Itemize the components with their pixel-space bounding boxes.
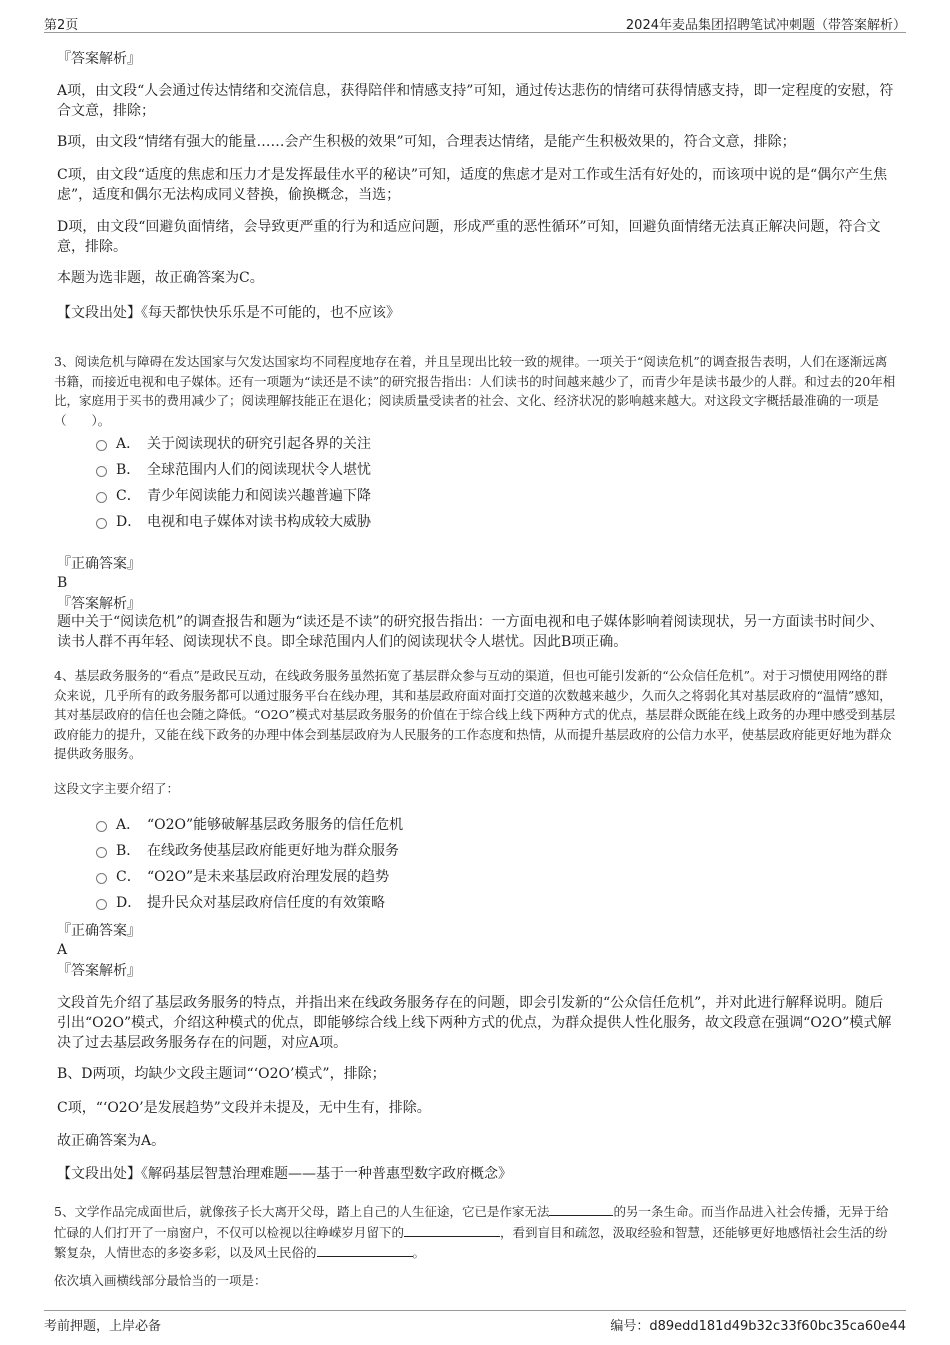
- option-key: B．: [116, 843, 141, 859]
- blank-2[interactable]: [404, 1222, 500, 1237]
- option-text: 青少年阅读能力和阅读兴趣普遍下降: [147, 488, 371, 504]
- option-text: 全球范围内人们的阅读现状令人堪忧: [147, 462, 371, 478]
- q4-analysis-bd: B、D两项，均缺少文段主题词“‘O2O’模式”，排除；: [57, 1066, 386, 1082]
- q4-option-a[interactable]: [96, 815, 403, 835]
- radio-icon[interactable]: [96, 466, 107, 477]
- option-key: D．: [116, 514, 142, 530]
- q4-analysis: 文段首先介绍了基层政务服务的特点，并指出来在线政务服务存在的问题，即会引发新的“公众信任危机”，并对此进行解释说明。随后引出“O2O”模式，介绍这种模式的优点，即能够综合线上线下两种方式的优点，为群众提供人性化服务，故文段意在强调“O2O”模式解决了过去基层政务服务存在的问题，对应A项。: [57, 995, 892, 1051]
- q3-option-a[interactable]: [96, 434, 371, 454]
- option-key: D．: [116, 895, 142, 911]
- q2-analysis-a: A项，由文段“人会通过传达情绪和交流信息，获得陪伴和情感支持”可知，通过传达悲伤的情绪可获得情感支持，即一定程度的安慰，符合文意，排除；: [57, 83, 894, 119]
- q3-stem: 3、阅读危机与障碍在发达国家与欠发达国家均不同程度地存在着，并且呈现出比较一致的规律。一项关于“阅读危机”的调查报告表明，人们在逐渐远离书籍，而接近电视和电子媒体。还有一项题为“读还是不读”的研究报告指出：人们读书的时间越来越少了，而青少年是读书最少的人群。和过去的20年相比，家庭用于买书的费用减少了；阅读理解技能正在退化；阅读质量受读者的社会、文化、经济状况的影响越来越大。对这段文字概括最准确的一项是（ ）。: [54, 354, 896, 428]
- page-number: 第2页: [44, 18, 79, 33]
- q5-stem: [54, 1201, 896, 1263]
- document-id: 编号：d89edd181d49b32c33f60bc35ca60e44: [610, 1319, 906, 1334]
- q2-source: [57, 303, 895, 323]
- q5-text-4: 。: [412, 1245, 426, 1260]
- q3-option-d[interactable]: [96, 512, 371, 532]
- page-footer: [44, 1310, 906, 1335]
- option-key: C．: [116, 869, 141, 885]
- footer-slogan: 考前押题，上岸必备: [44, 1319, 162, 1334]
- q4-option-c[interactable]: [96, 867, 389, 887]
- blank-1[interactable]: [549, 1201, 613, 1216]
- q4-source: [57, 1164, 895, 1184]
- radio-icon[interactable]: [96, 821, 107, 832]
- radio-icon[interactable]: [96, 492, 107, 503]
- blank-3[interactable]: [317, 1242, 413, 1257]
- q3-analysis: 题中关于“阅读危机”的调查报告和题为“读还是不读”的研究报告指出：一方面电视和电子媒体影响着阅读现状，另一方面读书时间少、读书人群不再年轻、阅读现状不良。即全球范围内人们的阅读现状令人堪忧。因此B项正确。: [57, 614, 884, 650]
- q5-text-3: ，看到盲目和疏忽，汲取经验和智慧，还能够更好地感悟社会生活的纷繁复杂，人情世态的多姿多彩，以及风土民俗的: [54, 1224, 888, 1260]
- q5-text-2: 的另一条生命。而当作品进入社会传播，无异于给忙碌的人们打开了一扇窗户，不仅可以检视以往峥嵘岁月留下的: [54, 1204, 889, 1240]
- option-text: 提升民众对基层政府信任度的有效策略: [147, 895, 385, 911]
- q4-conclusion: 故正确答案为A。: [57, 1133, 166, 1149]
- q2-analysis-b: B项，由文段“情绪有强大的能量……会产生积极的效果”可知，合理表达情绪，是能产生积极效果的，符合文意，排除；: [57, 134, 796, 150]
- option-key: A．: [116, 436, 141, 452]
- page-header: [44, 12, 906, 33]
- radio-icon[interactable]: [96, 518, 107, 529]
- source-label: 【文段出处】: [57, 1166, 141, 1182]
- option-text: “O2O”能够破解基层政务服务的信任危机: [147, 817, 404, 833]
- option-text: 电视和电子媒体对读书构成较大威胁: [147, 514, 371, 530]
- q5-text-1: 5、文学作品完成面世后，就像孩子长大离开父母，踏上自己的人生征途，它已是作家无法: [54, 1204, 550, 1219]
- q3-analysis-label: 『答案解析』: [57, 596, 141, 612]
- option-key: C．: [116, 488, 141, 504]
- q4-prompt: 这段文字主要介绍了：: [54, 781, 180, 796]
- q3-answer-label: 『正确答案』: [57, 556, 141, 572]
- radio-icon[interactable]: [96, 873, 107, 884]
- q4-analysis-label: 『答案解析』: [57, 963, 141, 979]
- q4-stem: 4、基层政务服务的“看点”是政民互动，在线政务服务虽然拓宽了基层群众参与互动的渠道，但也可能引发新的“公众信任危机”。对于习惯使用网络的群众来说，几乎所有的政务服务都可以通过服务平台在线办理，其和基层政府面对面打交道的次数越来越少，久而久之将弱化其对基层政府的“温情”感知，其对基层政府的信任也会随之降低。“O2O”模式对基层政务服务的价值在于综合线上线下两种方式的优点，基层群众既能在线上政务的办理中感受到基层政府能力的提升，又能在线下政务的办理中体会到基层政府为人民服务的工作态度和热情，从而提升基层政府的公信力水平，使基层政府能更好地为群众提供政务服务。: [54, 668, 896, 761]
- q4-answer: A: [57, 942, 68, 958]
- q2-analysis-d: D项，由文段“回避负面情绪，会导致更严重的行为和适应问题，形成严重的恶性循环”可知，回避负面情绪无法真正解决问题，符合文意，排除。: [57, 219, 881, 255]
- source-title: 《解码基层智慧治理难题——基于一种普惠型数字政府概念》: [141, 1166, 512, 1182]
- q4-analysis-c: C项，“‘O2O’是发展趋势”文段并未提及，无中生有，排除。: [57, 1100, 431, 1116]
- radio-icon[interactable]: [96, 847, 107, 858]
- q2-conclusion: 本题为选非题，故正确答案为C。: [57, 270, 264, 286]
- q2-analysis-c: C项，由文段“适度的焦虑和压力才是发挥最佳水平的秘诀”可知，适度的焦虑才是对工作或生活有好处的，而该项中说的是“偶尔产生焦虑”，适度和偶尔无法构成同义替换，偷换概念，当选；: [57, 167, 888, 203]
- source-title: 《每天都快快乐乐是不可能的，也不应该》: [141, 305, 400, 321]
- q3-answer: B: [57, 575, 68, 591]
- option-key: B．: [116, 462, 141, 478]
- radio-icon[interactable]: [96, 440, 107, 451]
- q4-option-b[interactable]: [96, 841, 399, 861]
- option-text: 在线政务使基层政府能更好地为群众服务: [147, 843, 399, 859]
- option-text: “O2O”是未来基层政府治理发展的趋势: [147, 869, 390, 885]
- option-key: A．: [116, 817, 141, 833]
- source-label: 【文段出处】: [57, 305, 141, 321]
- q2-analysis-label: 『答案解析』: [57, 51, 141, 67]
- radio-icon[interactable]: [96, 899, 107, 910]
- q3-option-c[interactable]: [96, 486, 371, 506]
- option-text: 关于阅读现状的研究引起各界的关注: [147, 436, 371, 452]
- q3-option-b[interactable]: [96, 460, 371, 480]
- q4-answer-label: 『正确答案』: [57, 923, 141, 939]
- q5-prompt: 依次填入画横线部分最恰当的一项是：: [54, 1273, 267, 1288]
- q4-option-d[interactable]: [96, 893, 385, 913]
- document-title: 2024年麦品集团招聘笔试冲刺题（带答案解析）: [625, 18, 906, 33]
